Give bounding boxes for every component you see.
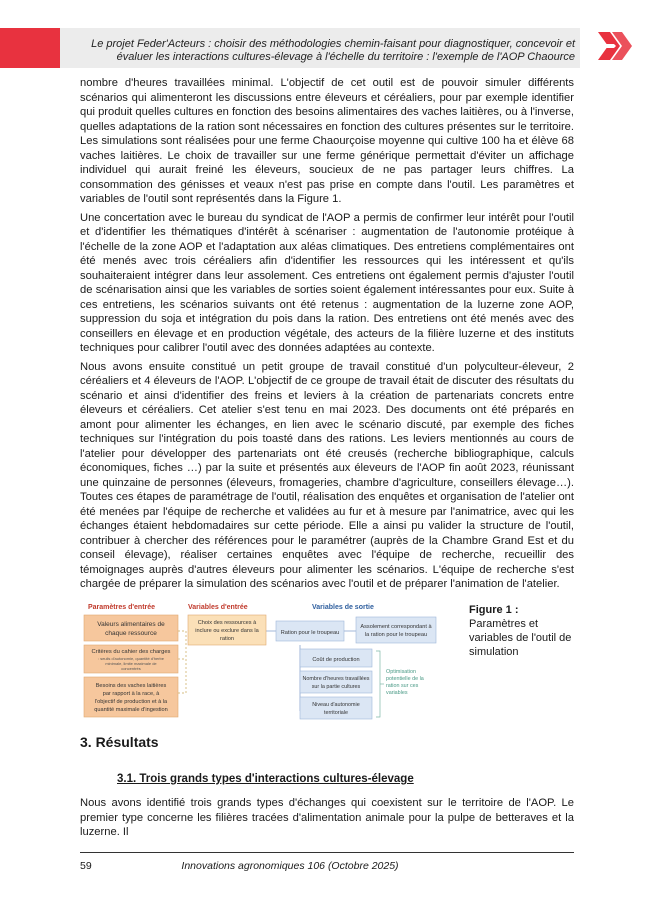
svg-text:concentrés: concentrés <box>121 666 141 671</box>
svg-text:par rapport à la race, à: par rapport à la race, à <box>102 691 160 697</box>
col-title-variables-sortie: Variables de sortie <box>312 604 374 611</box>
footer-divider <box>80 852 574 853</box>
journal-logo-icon <box>594 26 634 66</box>
figure-1-diagram <box>80 601 460 722</box>
svg-text:inclure ou exclure dans la: inclure ou exclure dans la <box>195 628 259 634</box>
page-number: 59 <box>80 860 92 872</box>
optimisation-bracket <box>376 651 380 717</box>
col-title-variables-entree: Variables d'entrée <box>188 604 248 611</box>
svg-text:l'objectif de production et à: l'objectif de production et à la <box>94 699 168 705</box>
paragraph-1: nombre d'heures travaillées minimal. L'objectif de cet outil est de pouvoir simuler différents scénarios qui alimenteront les discussions entre éleveurs et céréaliers, pour par exemple identifier qui produit quelles cultures en fonction des besoins alimentaires des vaches laitières, ou à l'inverse, quelles adaptations de la ration sont nécessaires en fonction des cultures présentes sur le territoire. Les simulations sont réalisées pour une ferme Chaourçoise moyenne qui cultive 100 ha et élève 68 vaches laitières. Le choix de travailler sur une ferme générique permettait d'éviter un affichage individuel qui aurait freiné les éleveurs, soucieux de ne pas partager leurs chiffres. La consommation des génisses et veaux n'est pas prise en compte dans l'outil. Les paramètres et variables de l'outil sont représentés dans la Figure 1. <box>80 77 574 205</box>
figure-caption-text: Paramètres et variables de l'outil de simulation <box>469 618 572 658</box>
header-accent-band <box>0 28 60 68</box>
header-line-2: évaluer les interactions cultures-élevage à l'échelle du territoire : l'exemple de l'AOP Chaource <box>116 51 575 63</box>
figure-caption <box>469 603 579 659</box>
journal-footer: Innovations agronomiques 106 (Octobre 2025) <box>181 860 399 872</box>
svg-text:: seuils d'autonomie, quantité: : seuils d'autonomie, quantité d'herbe <box>97 656 165 661</box>
results-paragraph: Nous avons identifié trois grands types d'échanges qui coexistent sur le territoire de l'AOP. Le premier type concerne les filières tracées d'alimentation animale pour la pulpe de betteraves et la luzerne. Il <box>80 797 574 838</box>
paragraph-2: Une concertation avec le bureau du syndicat de l'AOP a permis de confirmer leur intérêt pour l'outil et d'identifier les thématiques d'intérêt à scénariser : augmentation de l'autonomie protéique à l'échelle de la zone AOP et l'adaptation aux aléas climatiques. Des entretiens complémentaires ont été menés avec trois céréaliers afin d'identifier les ressources qui les intéressent et qu'ils souhaiteraient intégrer dans leur assolement. Ces entretiens ont également permis d'ajuster l'outil de scénarisation ainsi que les variables de sorties soient également intéressantes pour eux. Suite à ces entretiens, les scénarios suivants ont été retenus : augmentation de la luzerne zone AOP, suppression du soja et intégration du pois dans la ration. Des entretiens ont été menés avec des conseillers en élevage et en production végétale, des acteurs de la filière luzerne et des instituts techniques pour calibrer l'outil avec des données adaptées au contexte. <box>80 211 574 354</box>
running-header <box>80 38 575 64</box>
svg-text:territoriale: territoriale <box>324 710 348 716</box>
body-text <box>80 76 574 596</box>
box-valeurs-alimentaires <box>84 615 178 641</box>
svg-text:la ration pour le troupeau: la ration pour le troupeau <box>364 632 428 638</box>
box-assolement <box>356 617 436 643</box>
svg-text:Niveau d'autonomie: Niveau d'autonomie <box>312 702 360 708</box>
svg-text:Besoins des vaches laitières: Besoins des vaches laitières <box>95 683 167 689</box>
svg-text:Assolement correspondant à: Assolement correspondant à <box>360 624 432 630</box>
svg-text:potentielle de la: potentielle de la <box>386 676 424 682</box>
svg-text:ration sur ces: ration sur ces <box>386 683 419 689</box>
paragraph-3: Nous avons ensuite constitué un petit groupe de travail constitué d'un polyculteur-éleveur, 2 céréaliers et 4 éleveurs de l'AOP. L'objectif de ce groupe de travail était de discuter des résultats du scénario et ainsi d'identifier des freins et leviers à la création de partenariats concrets entre éleveurs et céréaliers. Cet atelier s'est tenu en mai 2023. Des documents ont été préparés en amont pour alimenter les échanges, en lien avec le scénario discuté, par exemple des fiches techniques sur l'intégration du pois toasté dans des rations. Les leviers mentionnés au cours de l'atelier pour développer des partenariats ont été creusés (recherche bibliographique, calculs économiques, fiches …) par la suite et présentés aux éleveurs de l'AOP fin août 2023, réunissant une quinzaine de personnes (éleveurs, fromageries, chambre d'agriculture, conseillers élevage…). Toutes ces étapes de paramétrage de l'outil, réalisation des enquêtes et organisation de l'atelier ont été menées par l'équipe de recherche et validées au fur et à mesure par l'animatrice, avec qui les échanges étaient hebdomadaires sur cette période. Elle a ainsi pu valider la structure de l'outil, contribuer à chercher des références pour le paramétrer (auprès de la Chambre Grand Est et du conseil élevage), réaliser certaines enquêtes avec l'équipe de recherche, recueillir des témoignages auprès d'autres éleveurs pour alimenter les scénarios. L'équipe de recherche s'est chargée de préparer la simulation des scénarios avec l'outil et de préparer l'animation de l'atelier. <box>80 360 574 590</box>
svg-text:Nombre d'heures travaillées: Nombre d'heures travaillées <box>302 676 370 682</box>
svg-text:ration: ration <box>220 636 234 642</box>
svg-text:quantité maximale d'ingestion: quantité maximale d'ingestion <box>94 707 168 713</box>
svg-text:Ration pour le troupeau: Ration pour le troupeau <box>280 630 340 636</box>
subsection-title: 3.1. Trois grands types d'interactions cultures-élevage <box>117 773 414 785</box>
svg-text:sur la partie cultures: sur la partie cultures <box>311 684 361 690</box>
svg-text:Critères du cahier des charges: Critères du cahier des charges <box>91 649 171 655</box>
section-title: 3. Résultats <box>80 734 159 750</box>
svg-text:Optimisation: Optimisation <box>386 669 416 675</box>
svg-text:minimale, limite maximale de: minimale, limite maximale de <box>105 661 157 666</box>
svg-text:Choix des ressources à: Choix des ressources à <box>197 620 257 626</box>
col-title-parametres: Paramètres d'entrée <box>88 604 156 611</box>
header-line-1: Le projet Feder'Acteurs : choisir des méthodologies chemin-faisant pour diagnostiquer, concevoir et <box>91 38 575 50</box>
svg-text:chaque ressource: chaque ressource <box>105 630 157 637</box>
figure-caption-label: Figure 1 : <box>469 604 519 616</box>
svg-text:Coût de production: Coût de production <box>312 657 360 663</box>
svg-text:variables: variables <box>386 690 408 696</box>
svg-text:Valeurs alimentaires de: Valeurs alimentaires de <box>97 621 165 628</box>
